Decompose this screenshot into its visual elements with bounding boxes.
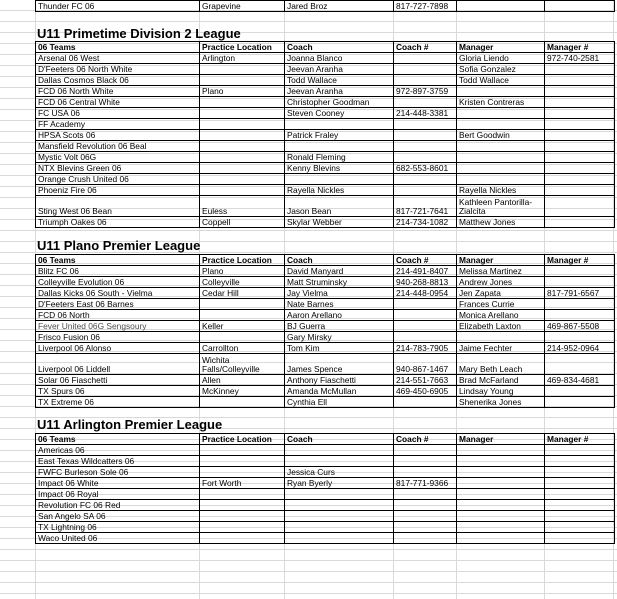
practice-location-cell[interactable]: Coppell bbox=[200, 217, 285, 228]
team-cell[interactable]: TX Lightning 06 bbox=[36, 522, 200, 533]
table-row bbox=[36, 456, 615, 467]
column-header[interactable]: Manager # bbox=[545, 42, 615, 53]
team-cell[interactable]: FF Academy bbox=[36, 119, 200, 130]
team-cell[interactable]: TX Spurs 06 bbox=[36, 386, 200, 397]
coach-phone-cell[interactable] bbox=[394, 511, 457, 522]
manager-phone-cell[interactable] bbox=[545, 354, 615, 375]
manager-phone-cell[interactable] bbox=[545, 196, 615, 217]
coach-phone-cell[interactable]: 682-553-8601 bbox=[394, 163, 457, 174]
table-row bbox=[36, 489, 615, 500]
coach-cell[interactable]: Ryan Byerly bbox=[285, 478, 394, 489]
table-row bbox=[36, 343, 615, 354]
coach-cell[interactable]: Rayella Nickles bbox=[285, 185, 394, 196]
coach-cell[interactable]: Todd Wallace bbox=[285, 75, 394, 86]
manager-cell[interactable] bbox=[457, 86, 545, 97]
header-row bbox=[36, 255, 615, 266]
coach-phone-cell[interactable] bbox=[394, 130, 457, 141]
manager-phone-cell[interactable] bbox=[545, 310, 615, 321]
table-row bbox=[36, 533, 615, 544]
practice-location-cell[interactable] bbox=[200, 152, 285, 163]
team-cell[interactable]: FC USA 06 bbox=[36, 108, 200, 119]
table-row bbox=[36, 64, 615, 75]
coach-cell[interactable]: Skylar Webber bbox=[285, 217, 394, 228]
coach-cell[interactable]: Kenny Blevins bbox=[285, 163, 394, 174]
table-row bbox=[36, 397, 615, 408]
table-row bbox=[36, 97, 615, 108]
team-cell[interactable]: FCD 06 North White bbox=[36, 86, 200, 97]
practice-location-cell[interactable]: Wichita Falls/Colleyville bbox=[200, 354, 285, 375]
table-row bbox=[36, 141, 615, 152]
manager-phone-cell[interactable] bbox=[545, 163, 615, 174]
coach-cell[interactable] bbox=[285, 119, 394, 130]
section-title-primetime[interactable]: U11 Primetime Division 2 League bbox=[37, 26, 241, 41]
team-cell[interactable]: Orange Crush United 06 bbox=[36, 174, 200, 185]
team-cell[interactable]: Frisco Fusion 06 bbox=[36, 332, 200, 343]
manager-cell[interactable]: Sofia Gonzalez bbox=[457, 64, 545, 75]
team-cell[interactable]: D'Feeters East 06 Barnes bbox=[36, 299, 200, 310]
coach-phone-cell[interactable] bbox=[394, 321, 457, 332]
table-row bbox=[36, 467, 615, 478]
practice-location-cell[interactable]: Colleyville bbox=[200, 277, 285, 288]
manager-cell[interactable]: Jen Zapata bbox=[457, 288, 545, 299]
coach-phone-cell[interactable] bbox=[394, 97, 457, 108]
coach-phone-cell[interactable]: 469-450-6905 bbox=[394, 386, 457, 397]
manager-phone-cell[interactable] bbox=[545, 299, 615, 310]
coach-phone-cell[interactable] bbox=[394, 119, 457, 130]
coach-phone-cell[interactable]: 214-783-7905 bbox=[394, 343, 457, 354]
column-header[interactable]: Manager # bbox=[545, 434, 615, 445]
section-title-arlington[interactable]: U11 Arlington Premier League bbox=[37, 417, 223, 432]
practice-location-cell[interactable] bbox=[200, 119, 285, 130]
team-cell[interactable]: HPSA Scots 06 bbox=[36, 130, 200, 141]
team-cell[interactable]: Phoeniz Fire 06 bbox=[36, 185, 200, 196]
top-partial-table bbox=[35, 0, 615, 12]
manager-phone-cell[interactable] bbox=[545, 445, 615, 456]
coach-cell[interactable] bbox=[285, 141, 394, 152]
manager-cell[interactable]: Brad McFarland bbox=[457, 375, 545, 386]
coach-phone-cell[interactable] bbox=[394, 397, 457, 408]
coach-cell[interactable]: Anthony Fiaschetti bbox=[285, 375, 394, 386]
manager-cell[interactable] bbox=[457, 478, 545, 489]
coach-phone-cell[interactable] bbox=[394, 332, 457, 343]
plano-league-table bbox=[35, 254, 615, 408]
manager-phone-cell[interactable] bbox=[545, 478, 615, 489]
table-row bbox=[36, 478, 615, 489]
manager-phone-cell[interactable]: 817-791-6567 bbox=[545, 288, 615, 299]
practice-location-cell[interactable] bbox=[200, 500, 285, 511]
team-cell[interactable]: Dallas Cosmos Black 06 bbox=[36, 75, 200, 86]
manager-cell[interactable] bbox=[457, 522, 545, 533]
practice-location-cell[interactable]: Fort Worth bbox=[200, 478, 285, 489]
table-row bbox=[36, 511, 615, 522]
coach-phone-cell[interactable] bbox=[394, 467, 457, 478]
team-cell[interactable]: Mansfield Revolution 06 Beal bbox=[36, 141, 200, 152]
practice-location-cell[interactable] bbox=[200, 75, 285, 86]
manager-cell[interactable]: Matthew Jones bbox=[457, 217, 545, 228]
coach-cell[interactable]: Jeevan Aranha bbox=[285, 64, 394, 75]
manager-phone-cell[interactable] bbox=[545, 64, 615, 75]
coach-cell[interactable]: Jay Vielma bbox=[285, 288, 394, 299]
coach-phone-cell[interactable] bbox=[394, 456, 457, 467]
manager-phone-cell[interactable] bbox=[545, 332, 615, 343]
manager-cell[interactable] bbox=[457, 152, 545, 163]
table-row bbox=[36, 321, 615, 332]
coach-phone-cell[interactable]: 214-491-8407 bbox=[394, 266, 457, 277]
team-cell[interactable]: Dallas Kicks 06 South - Vielma bbox=[36, 288, 200, 299]
manager-cell[interactable] bbox=[457, 119, 545, 130]
coach-phone-cell[interactable] bbox=[394, 152, 457, 163]
coach-phone-cell[interactable]: 940-867-1467 bbox=[394, 354, 457, 375]
table-row bbox=[36, 332, 615, 343]
coach-phone-cell[interactable] bbox=[394, 174, 457, 185]
manager-cell[interactable]: Kristen Contreras bbox=[457, 97, 545, 108]
manager-phone-cell[interactable] bbox=[545, 108, 615, 119]
team-cell[interactable]: FWFC Burleson Sole 06 bbox=[36, 467, 200, 478]
coach-phone-cell[interactable]: 817-771-9366 bbox=[394, 478, 457, 489]
table-row bbox=[36, 500, 615, 511]
manager-cell[interactable] bbox=[457, 445, 545, 456]
header-row bbox=[36, 42, 615, 53]
team-cell[interactable]: Waco United 06 bbox=[36, 533, 200, 544]
practice-location-cell[interactable]: Allen bbox=[200, 375, 285, 386]
practice-location-cell[interactable] bbox=[200, 445, 285, 456]
manager-phone-cell[interactable] bbox=[545, 152, 615, 163]
practice-location-cell[interactable] bbox=[200, 163, 285, 174]
coach-phone-cell[interactable] bbox=[394, 533, 457, 544]
practice-location-cell[interactable]: Cedar Hill bbox=[200, 288, 285, 299]
table-row bbox=[36, 299, 615, 310]
manager-cell[interactable] bbox=[457, 511, 545, 522]
practice-location-cell[interactable] bbox=[200, 522, 285, 533]
header-row bbox=[36, 434, 615, 445]
manager-cell[interactable]: Bert Goodwin bbox=[457, 130, 545, 141]
column-header[interactable]: Coach bbox=[285, 434, 394, 445]
manager-phone-cell[interactable] bbox=[545, 86, 615, 97]
table-row bbox=[36, 217, 615, 228]
table-row bbox=[36, 266, 615, 277]
manager-cell[interactable]: Kathleen Pantorilla-Zialcita bbox=[457, 196, 545, 217]
coach-cell[interactable]: Nate Barnes bbox=[285, 299, 394, 310]
manager-cell[interactable]: Jaime Fechter bbox=[457, 343, 545, 354]
coach-phone-cell[interactable]: 817-721-7641 bbox=[394, 196, 457, 217]
cell[interactable] bbox=[545, 1, 615, 12]
practice-location-cell[interactable] bbox=[200, 174, 285, 185]
team-cell[interactable]: Americas 06 bbox=[36, 445, 200, 456]
manager-phone-cell[interactable]: 469-834-4681 bbox=[545, 375, 615, 386]
coach-cell[interactable]: Jessica Curs bbox=[285, 467, 394, 478]
team-cell[interactable]: NTX Blevins Green 06 bbox=[36, 163, 200, 174]
team-cell[interactable]: Sting West 06 Bean bbox=[36, 196, 200, 217]
team-cell[interactable]: Liverpool 06 Liddell bbox=[36, 354, 200, 375]
manager-cell[interactable] bbox=[457, 141, 545, 152]
coach-phone-cell[interactable] bbox=[394, 310, 457, 321]
manager-cell[interactable] bbox=[457, 456, 545, 467]
practice-location-cell[interactable] bbox=[200, 141, 285, 152]
coach-phone-cell[interactable]: 972-897-3759 bbox=[394, 86, 457, 97]
coach-cell[interactable] bbox=[285, 489, 394, 500]
coach-cell[interactable] bbox=[285, 445, 394, 456]
column-header[interactable]: Manager bbox=[457, 434, 545, 445]
team-cell[interactable]: Impact 06 White bbox=[36, 478, 200, 489]
table-row bbox=[36, 119, 615, 130]
manager-phone-cell[interactable] bbox=[545, 185, 615, 196]
manager-cell[interactable] bbox=[457, 108, 545, 119]
column-header[interactable]: Practice Location bbox=[200, 434, 285, 445]
manager-phone-cell[interactable] bbox=[545, 141, 615, 152]
column-header[interactable]: 06 Teams bbox=[36, 255, 200, 266]
practice-location-cell[interactable] bbox=[200, 533, 285, 544]
coach-cell[interactable]: Aaron Arellano bbox=[285, 310, 394, 321]
column-header[interactable]: Practice Location bbox=[200, 255, 285, 266]
manager-phone-cell[interactable] bbox=[545, 489, 615, 500]
manager-cell[interactable]: Melissa Martinez bbox=[457, 266, 545, 277]
practice-location-cell[interactable] bbox=[200, 511, 285, 522]
manager-phone-cell[interactable] bbox=[545, 397, 615, 408]
coach-phone-cell[interactable] bbox=[394, 489, 457, 500]
column-header[interactable]: 06 Teams bbox=[36, 42, 200, 53]
coach-cell[interactable]: Jeevan Aranha bbox=[285, 86, 394, 97]
practice-location-cell[interactable] bbox=[200, 467, 285, 478]
practice-location-cell[interactable] bbox=[200, 185, 285, 196]
team-cell[interactable]: San Angelo SA 06 bbox=[36, 511, 200, 522]
manager-cell[interactable] bbox=[457, 163, 545, 174]
manager-phone-cell[interactable] bbox=[545, 522, 615, 533]
team-cell[interactable]: Solar 06 Fiaschetti bbox=[36, 375, 200, 386]
table-row bbox=[36, 86, 615, 97]
coach-phone-cell[interactable] bbox=[394, 53, 457, 64]
arlington-league-table bbox=[35, 433, 615, 544]
manager-phone-cell[interactable]: 469-867-5508 bbox=[545, 321, 615, 332]
manager-phone-cell[interactable] bbox=[545, 174, 615, 185]
column-header[interactable]: Manager bbox=[457, 255, 545, 266]
coach-cell[interactable]: Gary Mirsky bbox=[285, 332, 394, 343]
team-cell[interactable]: TX Extreme 06 bbox=[36, 397, 200, 408]
table-row bbox=[36, 277, 615, 288]
practice-location-cell[interactable]: Euless bbox=[200, 196, 285, 217]
table-row bbox=[36, 375, 615, 386]
coach-cell[interactable]: Matt Struminsky bbox=[285, 277, 394, 288]
table-row bbox=[36, 288, 615, 299]
table-row bbox=[36, 522, 615, 533]
manager-cell[interactable]: Gloria Liendo bbox=[457, 53, 545, 64]
practice-location-cell[interactable]: Carrollton bbox=[200, 343, 285, 354]
table-row bbox=[36, 196, 615, 217]
coach-phone-cell[interactable] bbox=[394, 299, 457, 310]
practice-location-cell[interactable]: Plano bbox=[200, 266, 285, 277]
manager-phone-cell[interactable] bbox=[545, 97, 615, 108]
manager-cell[interactable] bbox=[457, 500, 545, 511]
table-row bbox=[36, 354, 615, 375]
practice-location-cell[interactable]: Keller bbox=[200, 321, 285, 332]
table-row bbox=[36, 174, 615, 185]
team-cell[interactable]: Colleyville Evolution 06 bbox=[36, 277, 200, 288]
manager-phone-cell[interactable]: 214-952-0964 bbox=[545, 343, 615, 354]
coach-cell[interactable] bbox=[285, 456, 394, 467]
manager-cell[interactable]: Todd Wallace bbox=[457, 75, 545, 86]
coach-cell[interactable]: Cynthia Ell bbox=[285, 397, 394, 408]
section-title-plano[interactable]: U11 Plano Premier League bbox=[37, 238, 201, 253]
primetime-league-table bbox=[35, 41, 615, 228]
team-cell[interactable]: Revolution FC 06 Red bbox=[36, 500, 200, 511]
manager-phone-cell[interactable] bbox=[545, 456, 615, 467]
coach-phone-cell[interactable] bbox=[394, 141, 457, 152]
column-header[interactable]: Manager # bbox=[545, 255, 615, 266]
table-row bbox=[36, 445, 615, 456]
coach-phone-cell[interactable] bbox=[394, 522, 457, 533]
team-cell[interactable]: FCD 06 Central White bbox=[36, 97, 200, 108]
team-cell[interactable]: East Texas Wildcatters 06 bbox=[36, 456, 200, 467]
manager-phone-cell[interactable] bbox=[545, 500, 615, 511]
manager-cell[interactable] bbox=[457, 332, 545, 343]
table-row bbox=[36, 130, 615, 141]
practice-location-cell[interactable] bbox=[200, 299, 285, 310]
coach-cell[interactable] bbox=[285, 511, 394, 522]
practice-location-cell[interactable] bbox=[200, 489, 285, 500]
manager-cell[interactable]: Elizabeth Laxton bbox=[457, 321, 545, 332]
manager-phone-cell[interactable] bbox=[545, 277, 615, 288]
team-cell[interactable]: Fever United 06G Sengsoury bbox=[36, 321, 200, 332]
coach-cell[interactable]: Steven Cooney bbox=[285, 108, 394, 119]
table-row bbox=[36, 108, 615, 119]
column-header[interactable]: Manager bbox=[457, 42, 545, 53]
team-cell[interactable]: Triumph Oakes 06 bbox=[36, 217, 200, 228]
column-header[interactable]: Coach bbox=[285, 42, 394, 53]
coach-phone-cell[interactable]: 214-734-1082 bbox=[394, 217, 457, 228]
practice-location-cell[interactable] bbox=[200, 130, 285, 141]
coach-phone-cell[interactable]: 214-448-3381 bbox=[394, 108, 457, 119]
coach-phone-cell[interactable] bbox=[394, 64, 457, 75]
column-header[interactable]: Practice Location bbox=[200, 42, 285, 53]
coach-cell[interactable]: Tom Kim bbox=[285, 343, 394, 354]
coach-phone-cell[interactable]: 214-448-0954 bbox=[394, 288, 457, 299]
coach-cell[interactable]: Joanna Blanco bbox=[285, 53, 394, 64]
practice-location-cell[interactable] bbox=[200, 332, 285, 343]
column-header[interactable]: Coach bbox=[285, 255, 394, 266]
practice-location-cell[interactable]: Arlington bbox=[200, 53, 285, 64]
manager-cell[interactable]: Frances Currie bbox=[457, 299, 545, 310]
team-cell[interactable]: FCD 06 North bbox=[36, 310, 200, 321]
coach-cell[interactable]: James Spence bbox=[285, 354, 394, 375]
practice-location-cell[interactable] bbox=[200, 108, 285, 119]
manager-phone-cell[interactable] bbox=[545, 533, 615, 544]
practice-location-cell[interactable] bbox=[200, 97, 285, 108]
column-header[interactable]: Coach # bbox=[394, 434, 457, 445]
practice-location-cell[interactable] bbox=[200, 456, 285, 467]
manager-phone-cell[interactable] bbox=[545, 266, 615, 277]
coach-cell[interactable]: Ronald Fleming bbox=[285, 152, 394, 163]
team-cell[interactable]: Blitz FC 06 bbox=[36, 266, 200, 277]
coach-phone-cell[interactable] bbox=[394, 445, 457, 456]
manager-cell[interactable] bbox=[457, 489, 545, 500]
coach-cell[interactable] bbox=[285, 533, 394, 544]
coach-cell[interactable] bbox=[285, 174, 394, 185]
cell[interactable]: Jared Broz bbox=[285, 1, 394, 12]
manager-cell[interactable] bbox=[457, 467, 545, 478]
coach-phone-cell[interactable]: 214-551-7663 bbox=[394, 375, 457, 386]
table-row bbox=[36, 310, 615, 321]
table-row bbox=[36, 185, 615, 196]
column-header[interactable]: Coach # bbox=[394, 42, 457, 53]
coach-cell[interactable]: David Manyard bbox=[285, 266, 394, 277]
team-cell[interactable]: Arsenal 06 West bbox=[36, 53, 200, 64]
cell[interactable]: Thunder FC 06 bbox=[36, 1, 200, 12]
coach-cell[interactable]: Jason Bean bbox=[285, 196, 394, 217]
coach-cell[interactable] bbox=[285, 500, 394, 511]
table-row bbox=[36, 386, 615, 397]
practice-location-cell[interactable]: McKinney bbox=[200, 386, 285, 397]
manager-phone-cell[interactable] bbox=[545, 386, 615, 397]
coach-cell[interactable]: Amanda McMullan bbox=[285, 386, 394, 397]
practice-location-cell[interactable] bbox=[200, 397, 285, 408]
manager-phone-cell[interactable] bbox=[545, 217, 615, 228]
coach-phone-cell[interactable] bbox=[394, 75, 457, 86]
manager-cell[interactable]: Shenerika Jones bbox=[457, 397, 545, 408]
coach-cell[interactable] bbox=[285, 522, 394, 533]
table-row bbox=[36, 152, 615, 163]
team-cell[interactable]: Impact 06 Royal bbox=[36, 489, 200, 500]
coach-cell[interactable]: Patrick Fraley bbox=[285, 130, 394, 141]
practice-location-cell[interactable] bbox=[200, 64, 285, 75]
manager-phone-cell[interactable] bbox=[545, 75, 615, 86]
manager-cell[interactable]: Rayella Nickles bbox=[457, 185, 545, 196]
coach-phone-cell[interactable] bbox=[394, 500, 457, 511]
manager-phone-cell[interactable] bbox=[545, 119, 615, 130]
manager-phone-cell[interactable]: 972-740-2581 bbox=[545, 53, 615, 64]
coach-cell[interactable]: Christopher Goodman bbox=[285, 97, 394, 108]
cell[interactable]: 817-727-7898 bbox=[394, 1, 457, 12]
column-header[interactable]: 06 Teams bbox=[36, 434, 200, 445]
practice-location-cell[interactable] bbox=[200, 310, 285, 321]
cell[interactable]: Grapevine bbox=[200, 1, 285, 12]
practice-location-cell[interactable]: Plano bbox=[200, 86, 285, 97]
manager-phone-cell[interactable] bbox=[545, 130, 615, 141]
manager-cell[interactable]: Andrew Jones bbox=[457, 277, 545, 288]
manager-cell[interactable] bbox=[457, 174, 545, 185]
cell[interactable] bbox=[457, 1, 545, 12]
manager-phone-cell[interactable] bbox=[545, 467, 615, 478]
coach-cell[interactable]: BJ Guerra bbox=[285, 321, 394, 332]
table-row bbox=[36, 1, 615, 12]
manager-cell[interactable]: Lindsay Young bbox=[457, 386, 545, 397]
manager-cell[interactable] bbox=[457, 533, 545, 544]
coach-phone-cell[interactable] bbox=[394, 185, 457, 196]
team-cell[interactable]: Liverpool 06 Alonso bbox=[36, 343, 200, 354]
table-row bbox=[36, 75, 615, 86]
coach-phone-cell[interactable]: 940-268-8813 bbox=[394, 277, 457, 288]
team-cell[interactable]: Mystic Volt 06G bbox=[36, 152, 200, 163]
table-row bbox=[36, 163, 615, 174]
column-header[interactable]: Coach # bbox=[394, 255, 457, 266]
manager-cell[interactable]: Monica Arellano bbox=[457, 310, 545, 321]
manager-phone-cell[interactable] bbox=[545, 511, 615, 522]
table-row bbox=[36, 53, 615, 64]
manager-cell[interactable]: Mary Beth Leach bbox=[457, 354, 545, 375]
team-cell[interactable]: D'Feeters 06 North White bbox=[36, 64, 200, 75]
